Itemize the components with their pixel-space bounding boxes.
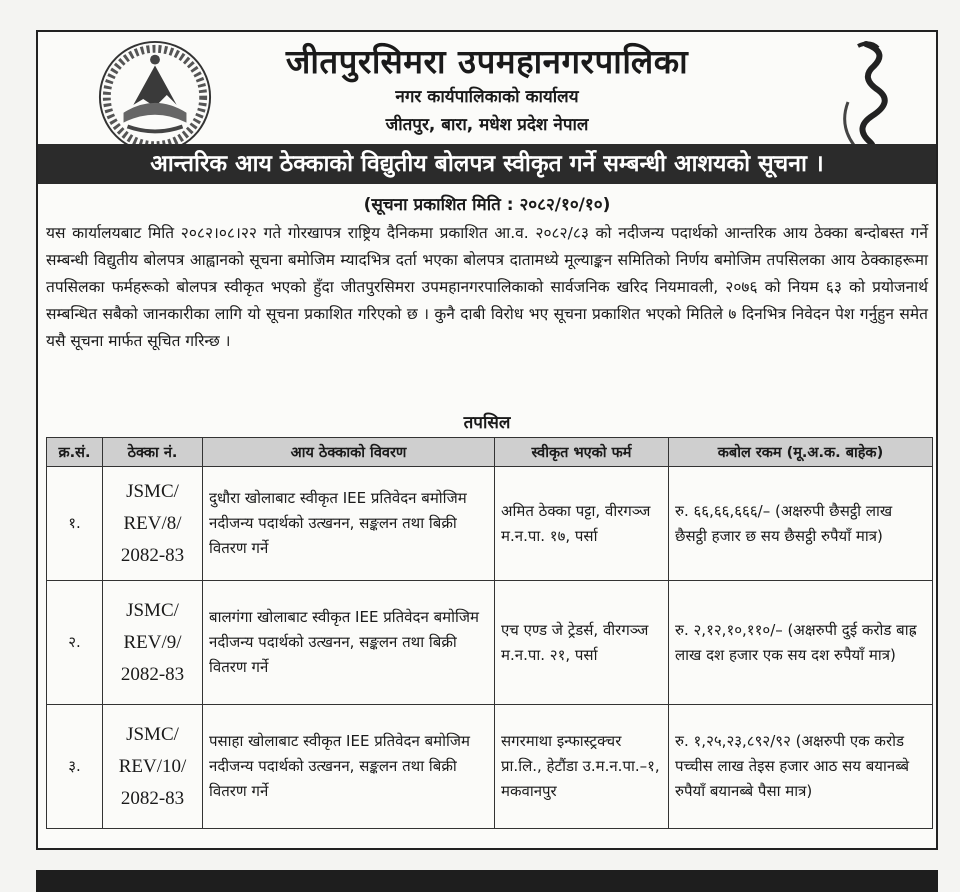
office-address: जीतपुर, बारा, मधेश प्रदेश नेपाल (385, 115, 589, 135)
notice-body: यस कार्यालयबाट मिति २०८२।०८।२२ गते गोरखापत्र राष्ट्रिय दैनिकमा प्रकाशित आ.व. २०८२/८३ को नदीजन्य पदार्थको आन्तरिक आय ठेक्का बन्दोबस्त गर्ने सम्बन्धी विद्युतीय बोलपत्र आह्वानको सूचना बमोजिम म्यादभित्र दर्ता भएका बोलपत्र दातामध्ये मूल्याङ्कन समितिको निर्णय बमोजिम तपसिलका आय ठेक्काहरूमा तपसिलका फर्महरूको बोलपत्र स्वीकृत भएको हुँदा जीतपुरसिमरा उपमहानगरपालिकाको सार्वजनिक खरिद नियमावली, २०७६ को नियम ६३ को प्रयोजनार्थ सम्बन्धित सबैको जानकारीका लागि यो सूचना प्रकाशित गरिएको छ । कुनै दाबी विरोध भए सूचना प्रकाशित भएको मितिले ७ दिनभित्र निवेदन पेश गर्नुहुन समेत यसै सूचना मार्फत सूचित गरिन्छ । (46, 224, 928, 350)
row-description: दुधौरा खोलाबाट स्वीकृत IEE प्रतिवेदन बमोजिम नदीजन्य पदार्थको उत्खनन, सङ्कलन तथा बिक्री वितरण गर्ने (203, 467, 495, 581)
col-header-bid-amount: कबोल रकम (मू.अ.क. बाहेक) (669, 438, 933, 467)
row-contract-no: JSMC/ REV/9/ 2082-83 (103, 581, 203, 705)
serpent-logo-icon (808, 38, 918, 158)
schedule-heading: तपसिल (463, 413, 511, 433)
row-amount: रु. १,२५,२३,८९२/९२ (अक्षरुपी एक करोड पच्चीस लाख तेइस हजार आठ सय बयानब्बे रुपैयाँ बयानब्बे पैसा मात्र) (669, 705, 933, 829)
org-name: जीतपुरसिमरा उपमहानगरपालिका (285, 42, 689, 81)
row-amount: रु. २,१२,१०,११०/– (अक्षरुपी दुई करोड बाह्र लाख दश हजार एक सय दश रुपैयाँ मात्र) (669, 581, 933, 705)
col-header-description: आय ठेक्काको विवरण (203, 438, 495, 467)
schedule-table (46, 437, 933, 829)
col-header-contract-no: ठेक्का नं. (103, 438, 203, 467)
row-amount: रु. ६६,६६,६६६/– (अक्षरुपी छैसट्ठी लाख छैसट्ठी हजार छ सय छैसट्ठी रुपैयाँ मात्र) (669, 467, 933, 581)
row-firm: सगरमाथा इन्फास्ट्रक्चर प्रा.लि., हेटौंडा उ.म.न.पा.–१, मकवानपुर (495, 705, 669, 829)
row-firm: एच एण्ड जे ट्रेडर्स, वीरगञ्ज म.न.पा. २१, पर्सा (495, 581, 669, 705)
row-description: बालगंगा खोलाबाट स्वीकृत IEE प्रतिवेदन बमोजिम नदीजन्य पदार्थको उत्खनन, सङ्कलन तथा बिक्री वितरण गर्ने (203, 581, 495, 705)
table-row (47, 467, 933, 581)
table-row (47, 705, 933, 829)
row-description: पसाहा खोलाबाट स्वीकृत IEE प्रतिवेदन बमोजिम नदीजन्य पदार्थको उत्खनन, सङ्कलन तथा बिक्री वितरण गर्ने (203, 705, 495, 829)
published-date: (सूचना प्रकाशित मिति : २०८२/१०/१०) (363, 195, 611, 215)
notice-box (36, 30, 938, 850)
table-header-row (47, 438, 933, 467)
notice-title: आन्तरिक आय ठेक्काको विद्युतीय बोलपत्र स्वीकृत गर्ने सम्बन्धी आशयको सूचना । (38, 144, 936, 184)
row-sn: १. (47, 467, 103, 581)
col-header-sn: क्र.सं. (47, 438, 103, 467)
row-contract-no: JSMC/ REV/10/ 2082-83 (103, 705, 203, 829)
office-name: नगर कार्यपालिकाको कार्यालय (395, 87, 579, 107)
row-contract-no: JSMC/ REV/8/ 2082-83 (103, 467, 203, 581)
row-firm: अमित ठेक्का पट्टा, वीरगञ्ज म.न.पा. १७, पर्सा (495, 467, 669, 581)
table-row (47, 581, 933, 705)
col-header-approved-firm: स्वीकृत भएको फर्म (495, 438, 669, 467)
row-sn: ३. (47, 705, 103, 829)
next-notice-border (36, 870, 938, 892)
row-sn: २. (47, 581, 103, 705)
